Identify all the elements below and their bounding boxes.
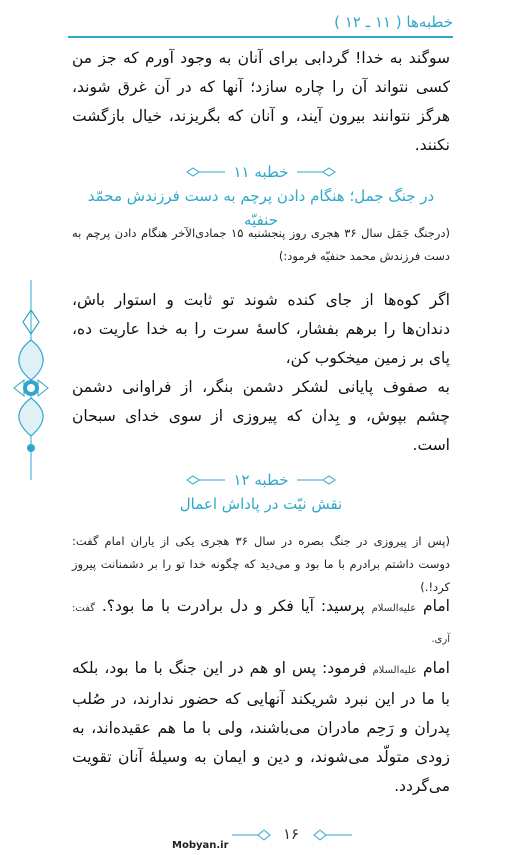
intro-text: سوگند به خدا! گردابی برای آنان به وجود آورم که جز من کسی نتواند آن را چاره سازد؛ آنها که در آن غرق شوند، هرگز نتوانند بیرون آیند، و آنان که بگریزند، خیال بازگشت نکنند.	[72, 49, 450, 154]
ornament-icon	[297, 474, 337, 486]
honorific-mark: علیه‌السلام	[371, 603, 417, 614]
imam-word: امام	[423, 597, 450, 615]
honorific-mark: علیه‌السلام	[372, 665, 418, 676]
sermon-11-title: در جنگ جمل؛ هنگام دادن پرچم به دست فرزندش محمّد حنفيّه	[87, 187, 435, 229]
sermon-11-number: خطبه ۱۱	[233, 163, 289, 181]
ornament-icon	[297, 166, 337, 178]
answer-text: گفت: آری.	[72, 603, 450, 645]
footer-ornament-icon	[232, 828, 272, 842]
page-footer	[0, 820, 520, 850]
sermon-12-paragraph-1	[72, 592, 450, 654]
side-ornament-icon	[6, 280, 56, 480]
sermon-11-body	[72, 286, 450, 460]
running-header-title: خطبه‌ها ( ۱۱ ـ ۱۲ )	[334, 13, 453, 31]
sermon-12-title: نقش نيّت در پاداش اعمال	[179, 495, 343, 513]
sermon-12-number-row	[72, 468, 450, 492]
sermon-12-note: (پس از پیروزی در جنگ بصره در سال ۳۶ هجری یکی از یاران امام گفت: دوست داشتم برادرم با ما بود و می‌دید که چگونه خدا تو را بر دشمنانت پیروز کرد!.)	[72, 534, 450, 594]
header-rule	[68, 36, 453, 38]
sermon-11-number-row	[72, 160, 450, 184]
ornament-icon	[185, 166, 225, 178]
running-header	[68, 8, 453, 38]
sermon-11-note: (درجنگ جَمَل سال ۳۶ هجری روز پنجشنبه ۱۵ جمادی‌الآخر هنگام دادن پرچم به دست فرزندش محمد حنفیّه فرمود:)	[72, 226, 451, 263]
page-number: ۱۶	[283, 825, 300, 843]
imam-word: امام	[423, 659, 450, 677]
sermon-11-paragraph-2: به صفوف پایانی لشکر دشمن بنگر، از فراوانی دشمن چشم بپوش، و بِدان که پیروزی از سوی خدای سبحان است.	[72, 378, 450, 454]
question-text: پرسید: آیا فکر و دل برادرت با ما بود؟.	[101, 597, 365, 615]
site-watermark: Mobyan.ir	[172, 840, 229, 851]
sermon-11-paragraph-1: اگر کوه‌ها از جای کنده شوند تو ثابت و استوار باش، دندان‌ها را برهم بفشار، کاسهٔ سرت را به خدا عاریت ده، پای بر زمین میخکوب کن،	[72, 291, 450, 367]
intro-paragraph	[72, 44, 450, 160]
sermon-12-number: خطبه ۱۲	[233, 471, 289, 489]
footer-ornament-icon	[312, 828, 352, 842]
ornament-icon	[185, 474, 225, 486]
sermon-12-body	[72, 592, 450, 801]
sermon-12-heading	[72, 468, 450, 516]
sermon-12-paragraph-2	[72, 654, 450, 801]
reply-text: فرمود: پس او هم در این جنگ با ما بود، بلکه با ما در این نبرد شریکند آنهایی که حضور ندارند، در صُلب پدران و رَحِم مادران می‌باشند، ولی با ما هم عقیده‌اند، به زودی متولّد می‌شوند، و دین و ایمان به وسیلهٔ آنان تقویت می‌گردد.	[72, 659, 450, 795]
